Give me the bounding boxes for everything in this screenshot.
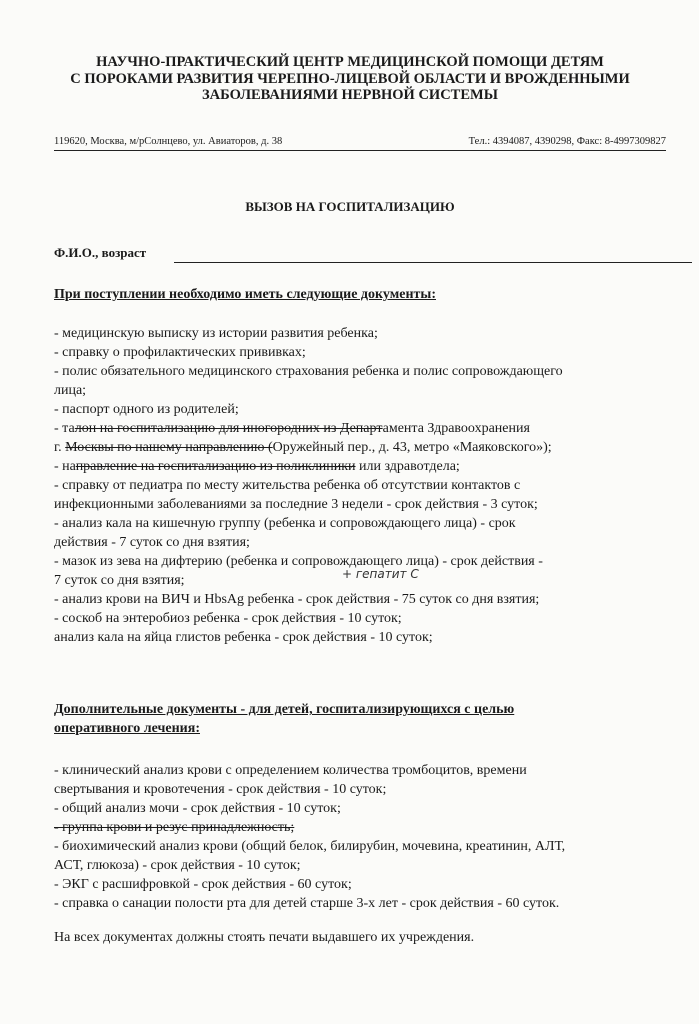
fio-blank-line <box>174 262 692 263</box>
fio-label: Ф.И.О., возраст <box>54 245 147 260</box>
additional-docs-heading-line-2: оперативного лечения: <box>54 721 200 736</box>
organization-header <box>20 54 680 104</box>
org-line-3: ЗАБОЛЕВАНИЯМИ НЕРВНОЙ СИСТЕМЫ <box>202 87 498 103</box>
list-item: действия - 7 суток со дня взятия; <box>54 535 250 550</box>
list-item: - биохимический анализ крови (общий белок, билирубин, мочевина, креатинин, АЛТ, <box>54 839 566 854</box>
list-item: анализ кала на яйца глистов ребенка - срок действия - 10 суток; <box>54 630 433 645</box>
list-item: - справку о профилактических прививках; <box>54 345 306 360</box>
org-line-2: С ПОРОКАМИ РАЗВИТИЯ ЧЕРЕПНО-ЛИЦЕВОЙ ОБЛАСТИ И ВРОЖДЕННЫМИ <box>70 70 630 87</box>
required-docs-heading: При поступлении необходимо иметь следующие документы: <box>54 287 436 302</box>
footer-note: На всех документах должны стоять печати выдавшего их учреждения. <box>54 930 475 945</box>
list-item-struck: - группа крови и резус принадлежность; <box>54 820 295 835</box>
list-item: - анализ крови на ВИЧ и HbsAg ребенка - срок действия - 75 суток со дня взятия; <box>54 592 540 607</box>
list-item: 7 суток со дня взятия; <box>54 573 185 588</box>
list-item: - анализ кала на кишечную группу (ребенка и сопровождающего лица) - срок <box>54 516 516 531</box>
list-item: - полис обязательного медицинского страхования ребенка и полис сопровождающего <box>54 364 563 379</box>
list-item: - справку от педиатра по месту жительства ребенка об отсутствии контактов с <box>54 478 521 493</box>
list-item: АСТ, глюкоза) - срок действия - 10 суток; <box>54 858 301 873</box>
list-item: свертывания и кровотечения - срок действия - 10 суток; <box>54 782 387 797</box>
header-divider <box>54 150 666 151</box>
document-title: ВЫЗОВ НА ГОСПИТАЛИЗАЦИЮ <box>245 199 455 214</box>
handwritten-note: + гепатит С <box>342 567 419 581</box>
phones-text: Тел.: 4394087, 4390298, Факс: 8-4997309827 <box>468 136 666 147</box>
org-line-1: НАУЧНО-ПРАКТИЧЕСКИЙ ЦЕНТР МЕДИЦИНСКОЙ ПОМОЩИ ДЕТЯМ <box>96 54 604 70</box>
list-item-struck: - талон на госпитализацию для иногородних из Департамента Здравоохранения <box>54 421 530 436</box>
list-item: - медицинскую выписку из истории развития ребенка; <box>54 326 378 341</box>
list-item-struck: г. Москвы по нашему направлению (Оружейный пер., д. 43, метро «Маяковского»); <box>54 440 552 455</box>
list-item: инфекционными заболеваниями за последние 3 недели - срок действия - 3 суток; <box>54 497 538 512</box>
list-item: - паспорт одного из родителей; <box>54 402 239 417</box>
contact-row <box>54 136 666 147</box>
list-item: - клинический анализ крови с определением количества тромбоцитов, времени <box>54 763 527 778</box>
list-item: - ЭКГ с расшифровкой - срок действия - 60 суток; <box>54 877 352 892</box>
list-item: - мазок из зева на дифтерию (ребенка и сопровождающего лица) - срок действия - <box>54 554 543 569</box>
list-item: лица; <box>54 383 87 398</box>
list-item-struck: - направление на госпитализацию из поликлиники или здравотдела; <box>54 459 460 474</box>
address-text: 119620, Москва, м/рСолнцево, ул. Авиаторов, д. 38 <box>54 136 283 147</box>
additional-docs-heading-line-1: Дополнительные документы - для детей, госпитализирующихся с целью <box>54 702 515 717</box>
list-item: - соскоб на энтеробиоз ребенка - срок действия - 10 суток; <box>54 611 402 626</box>
list-item: - общий анализ мочи - срок действия - 10 суток; <box>54 801 341 816</box>
list-item: - справка о санации полости рта для детей старше 3-х лет - срок действия - 60 суток. <box>54 896 560 911</box>
